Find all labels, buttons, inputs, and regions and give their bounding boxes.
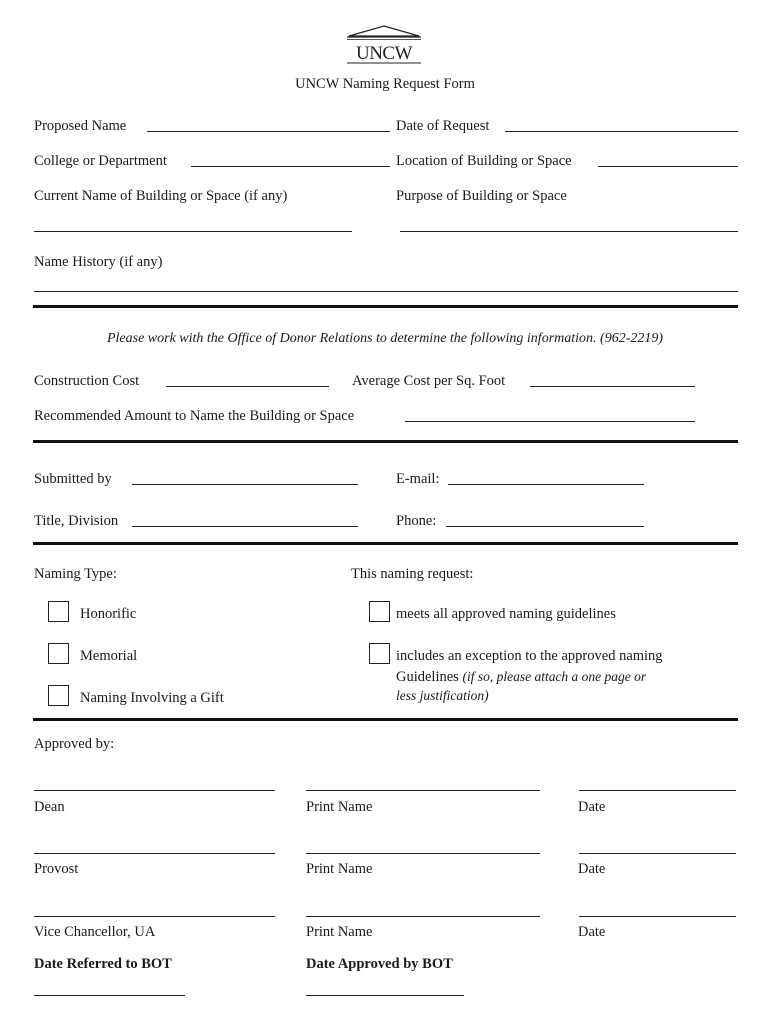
exception-label-line2: Guidelines (if so, please attach a one page or — [396, 669, 647, 685]
exception-note: (if so, please attach a one page or — [462, 669, 647, 684]
vc-date-field[interactable] — [579, 916, 736, 917]
dean-print-name-field[interactable] — [306, 790, 540, 791]
current-name-field[interactable] — [34, 231, 352, 232]
avg-cost-field[interactable] — [530, 386, 695, 387]
vc-signature-field[interactable] — [34, 916, 275, 917]
gift-checkbox[interactable] — [48, 685, 69, 706]
meets-guidelines-label: meets all approved naming guidelines — [396, 606, 616, 622]
date-label: Date — [578, 861, 606, 877]
date-label: Date — [578, 799, 606, 815]
exception-checkbox[interactable] — [369, 643, 390, 664]
college-label: College or Department — [34, 153, 167, 169]
exception-label: includes an exception to the approved naming — [396, 648, 663, 664]
form-title: UNCW Naming Request Form — [295, 76, 475, 92]
logo-text: UNCW — [355, 43, 413, 64]
location-label: Location of Building or Space — [396, 153, 572, 169]
uncw-logo — [343, 24, 425, 70]
phone-label: Phone: — [396, 513, 437, 529]
date-approved-label: Date Approved by BOT — [306, 956, 453, 972]
college-field[interactable] — [191, 166, 390, 167]
section-divider — [33, 305, 738, 308]
date-approved-field[interactable] — [306, 995, 464, 996]
date-label: Date — [578, 924, 606, 940]
phone-field[interactable] — [446, 526, 644, 527]
print-name-label: Print Name — [306, 861, 373, 877]
provost-date-field[interactable] — [579, 853, 736, 854]
provost-label: Provost — [34, 861, 79, 877]
section-divider — [33, 718, 738, 721]
print-name-label: Print Name — [306, 799, 373, 815]
section-divider — [33, 440, 738, 443]
dean-label: Dean — [34, 799, 65, 815]
donor-relations-note: Please work with the Office of Donor Relations to determine the following information. (962-2219) — [106, 331, 664, 346]
construction-cost-label: Construction Cost — [34, 373, 140, 389]
date-referred-label: Date Referred to BOT — [34, 956, 172, 972]
vc-print-name-field[interactable] — [306, 916, 540, 917]
email-field[interactable] — [448, 484, 644, 485]
title-division-field[interactable] — [132, 526, 358, 527]
exception-note-line2: less justification) — [396, 688, 489, 703]
name-history-label: Name History (if any) — [34, 254, 163, 270]
purpose-field[interactable] — [400, 231, 738, 232]
meets-guidelines-checkbox[interactable] — [369, 601, 390, 622]
date-referred-field[interactable] — [34, 995, 185, 996]
section-divider — [33, 542, 738, 545]
memorial-checkbox[interactable] — [48, 643, 69, 664]
name-history-field[interactable] — [34, 291, 738, 292]
vice-chancellor-label: Vice Chancellor, UA — [34, 924, 156, 940]
approved-by-label: Approved by: — [34, 736, 115, 752]
proposed-name-label: Proposed Name — [34, 118, 127, 134]
naming-request-label: This naming request: — [351, 566, 474, 582]
purpose-label: Purpose of Building or Space — [396, 188, 567, 204]
provost-signature-field[interactable] — [34, 853, 275, 854]
proposed-name-field[interactable] — [147, 131, 390, 132]
date-of-request-label: Date of Request — [396, 118, 490, 134]
current-name-label: Current Name of Building or Space (if any) — [34, 188, 288, 204]
honorific-label: Honorific — [80, 606, 137, 622]
title-division-label: Title, Division — [34, 513, 119, 529]
provost-print-name-field[interactable] — [306, 853, 540, 854]
submitted-by-field[interactable] — [132, 484, 358, 485]
recommended-amount-label: Recommended Amount to Name the Building or Space — [34, 408, 355, 424]
honorific-checkbox[interactable] — [48, 601, 69, 622]
naming-type-label: Naming Type: — [34, 566, 117, 582]
avg-cost-label: Average Cost per Sq. Foot — [352, 373, 506, 389]
submitted-by-label: Submitted by — [34, 471, 112, 487]
location-field[interactable] — [598, 166, 738, 167]
date-of-request-field[interactable] — [505, 131, 738, 132]
dean-date-field[interactable] — [579, 790, 736, 791]
gift-label: Naming Involving a Gift — [80, 690, 224, 706]
print-name-label: Print Name — [306, 924, 373, 940]
recommended-amount-field[interactable] — [405, 421, 695, 422]
memorial-label: Memorial — [80, 648, 138, 664]
email-label: E-mail: — [396, 471, 440, 487]
construction-cost-field[interactable] — [166, 386, 329, 387]
dean-signature-field[interactable] — [34, 790, 275, 791]
